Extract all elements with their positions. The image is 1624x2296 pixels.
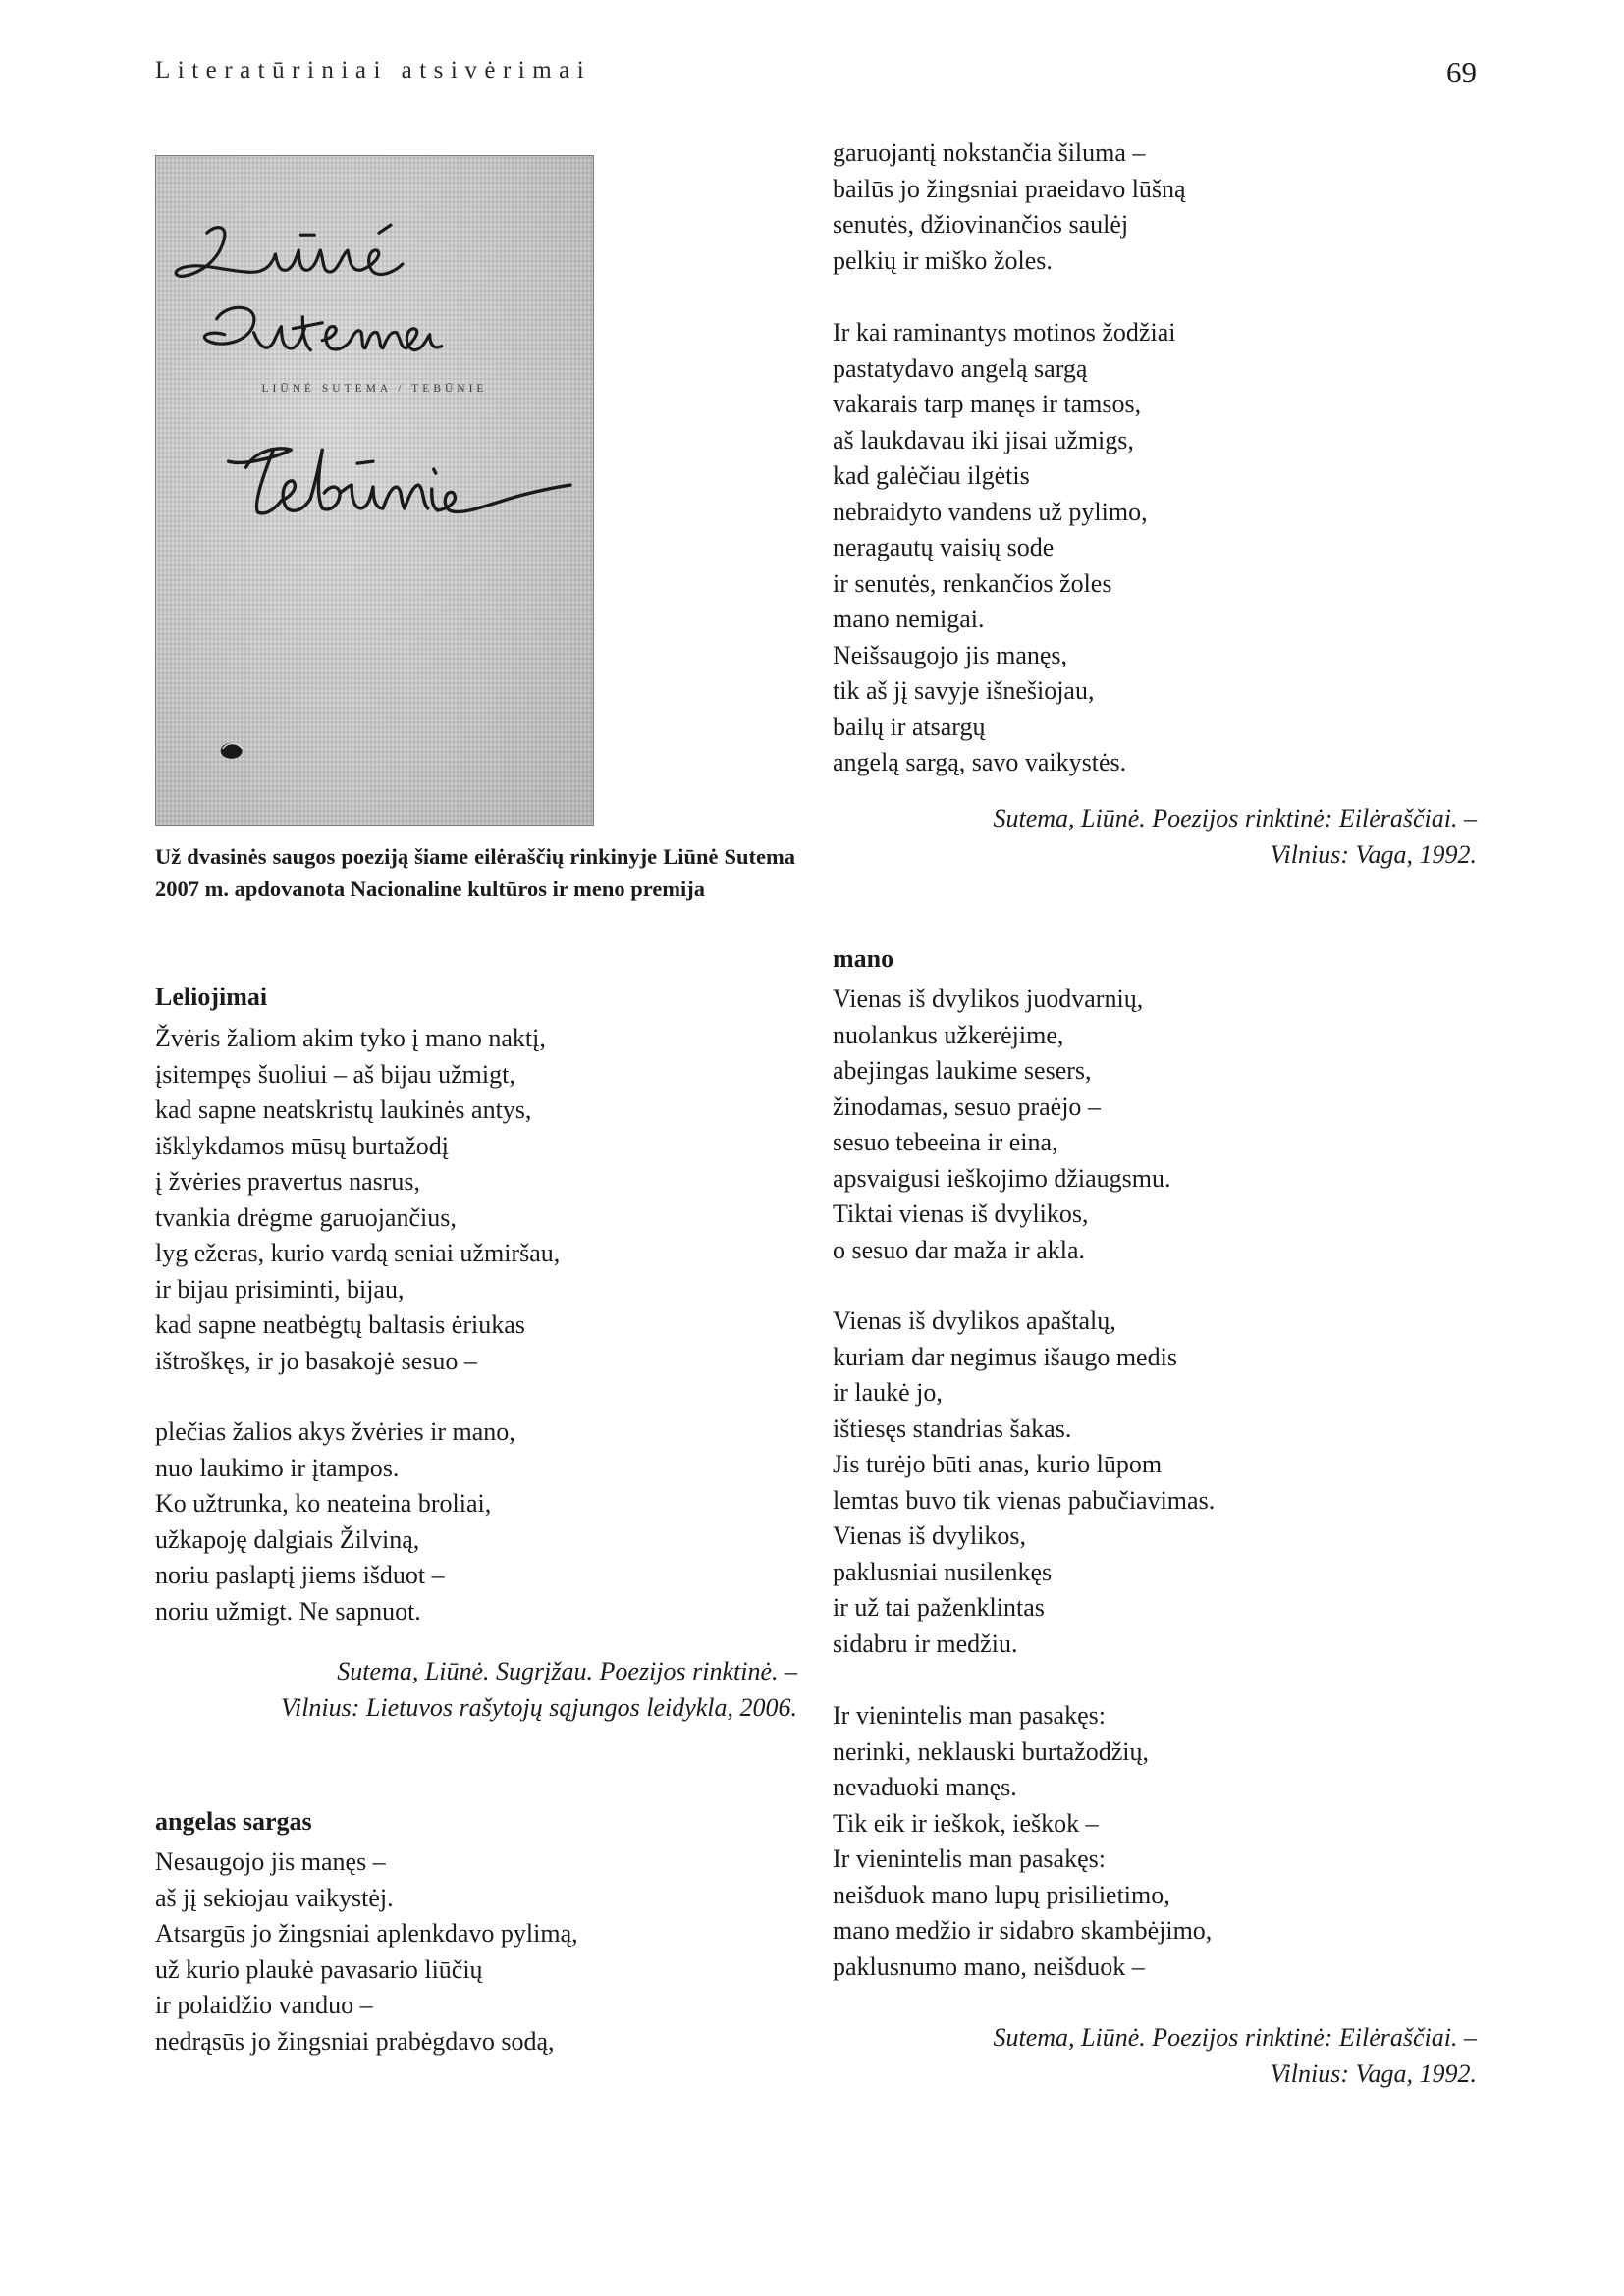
cover-script-author-first	[176, 225, 403, 276]
poem-mano-stanza-3: Ir vienintelis man pasakęs: nerinki, neklauski burtažodžių, nevaduoki manęs. Tik eik ir ieškok, ieškok – Ir vienintelis man pasakęs: neišduok mano lupų prisilietimo, mano medžio ir sidabro skambėjimo, paklusnumo mano, neišduok –	[833, 1701, 1213, 1981]
poem-leliojimai-stanza-1: Žvėris žaliom akim tyko į mano naktį, įsitempęs šuoliui – aš bijau užmigt, kad sapne neatskristų laukinės antys, išklykdamos mūsų burtažodį į žvėries pravertus nasrus, tvankia drėgme garuojančius, lyg ežeras, kurio vardą seniai užmiršau, ir bijau prisiminti, bijau, kad sapne neatbėgtų baltasis ėriukas ištroškęs, ir jo basakojė sesuo –	[155, 1024, 561, 1375]
running-title: Literatūriniai atsivėrimai	[155, 57, 592, 83]
poem-leliojimai-source: Sutema, Liūnė. Sugrįžau. Poezijos rinktinė. – Vilnius: Lietuvos rašytojų sąjungos leidykla, 2006.	[281, 1657, 797, 1722]
publisher-logo-icon	[221, 743, 243, 759]
poem-angelas-sargas-stanza-1-continued: garuojantį nokstančia šiluma – bailūs jo žingsniai praeidavo lūšną senutės, džiovinančios saulėj pelkių ir miško žoles.	[833, 138, 1186, 275]
poem-mano-stanza-2: Vienas iš dvylikos apaštalų, kuriam dar negimus išaugo medis ir laukė jo, ištiesęs standrias šakas. Jis turėjo būti anas, kurio lūpom lemtas buvo tik vienas pabučiavimas. Vienas iš dvylikos, paklusniai nusilenkęs ir už tai paženklintas sidabru ir medžiu.	[833, 1307, 1216, 1658]
book-cover-image	[155, 155, 594, 826]
poem-angelas-sargas-stanza-1: Nesaugojo jis manęs – aš jį sekiojau vaikystėj. Atsargūs jo žingsniai aplenkdavo pylimą, už kurio plaukė pavasario liūčių ir polaidžio vanduo – nedrąsūs jo žingsniai prabėgdavo sodą,	[155, 1847, 578, 2056]
poem-mano-source: Sutema, Liūnė. Poezijos rinktinė: Eilėraščiai. – Vilnius: Vaga, 1992.	[993, 2023, 1477, 2088]
cover-caption: Už dvasinės saugos poeziją šiame eilėraščių rinkinyje Liūnė Sutema 2007 m. apdovanota Nacionaline kultūros ir meno premija	[155, 844, 795, 901]
cover-script-author-last	[204, 307, 441, 349]
cover-handwriting	[156, 156, 593, 825]
poem-title-mano: mano	[833, 944, 894, 973]
poem-title-angelas-sargas: angelas sargas	[155, 1807, 312, 1836]
poem-angelas-sargas-stanza-2: Ir kai raminantys motinos žodžiai pastatydavo angelą sargą vakarais tarp manęs ir tamsos, aš laukdavau iki jisai užmigs, kad galėčiau ilgėtis nebraidyto vandens už pylimo, neragautų vaisių sode ir senutės, renkančios žoles mano nemigai. Neišsaugojo jis manęs, tik aš jį savyje išnešiojau, bailų ir atsargų angelą sargą, savo vaikystės.	[833, 318, 1176, 776]
poem-mano-stanza-1: Vienas iš dvylikos juodvarnių, nuolankus užkerėjime, abejingas laukime sesers, žinodamas, sesuo praėjo – sesuo tebeeina ir eina, apsvaigusi ieškojimo džiaugsmu. Tiktai vienas iš dvylikos, o sesuo dar maža ir akla.	[833, 985, 1171, 1264]
poem-leliojimai-stanza-2: plečias žalios akys žvėries ir mano, nuo laukimo ir įtampos. Ko užtrunka, ko neateina broliai, užkapoję dalgiais Žilviną, noriu paslaptį jiems išduot – noriu užmigt. Ne sapnuot.	[155, 1417, 515, 1626]
cover-subtitle: LIŪNĖ SUTEMA / TEBŪNIE	[261, 383, 488, 395]
poem-angelas-sargas-source: Sutema, Liūnė. Poezijos rinktinė: Eilėraščiai. – Vilnius: Vaga, 1992.	[993, 804, 1477, 869]
cover-script-title	[229, 449, 570, 513]
page-number: 69	[1446, 55, 1477, 89]
poem-title-leliojimai: Leliojimai	[155, 983, 268, 1011]
